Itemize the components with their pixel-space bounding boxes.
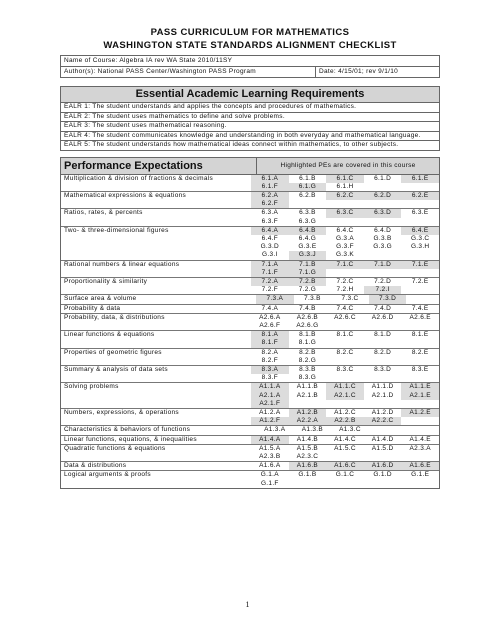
pe-code: A1.4.E <box>409 435 431 443</box>
pe-code: A1.6.E <box>401 462 439 470</box>
pe-row <box>61 278 439 295</box>
pe-code: 7.2.D <box>374 277 392 285</box>
pe-code: A2.2.A <box>289 417 327 425</box>
pe-code: 6.1.H <box>336 182 354 190</box>
pe-code: 6.1.D <box>374 174 392 182</box>
pe-row <box>61 209 439 226</box>
pe-row <box>61 227 439 261</box>
pe-code: 8.1.E <box>411 331 429 339</box>
pe-code: 8.2.B <box>299 348 316 356</box>
pe-code: A1.2.E <box>401 409 439 417</box>
pe-code: A2.1.F <box>251 400 289 408</box>
pe-row <box>61 305 439 314</box>
pe-code: A2.1.D <box>371 391 394 399</box>
pe-code: G.1.C <box>335 471 355 479</box>
pe-codes <box>251 175 439 191</box>
pe-code: 8.3.F <box>261 374 278 382</box>
pe-code: 8.2.E <box>411 348 429 356</box>
pe-header <box>60 157 440 175</box>
pe-code: 8.1.A <box>251 331 289 339</box>
pe-code: 7.4.A <box>261 304 279 312</box>
pe-code: A1.4.C <box>334 435 356 443</box>
pe-code: A2.1.C <box>326 392 364 400</box>
ealr-item: EALR 4: The student communicates knowledge and understanding in both everyday and mathematical language. <box>60 132 440 142</box>
pe-codes <box>251 261 439 277</box>
pe-label: Proportionality & similarity <box>64 277 148 285</box>
pe-code: G.3.C <box>410 234 430 242</box>
pe-codes <box>251 192 439 208</box>
pe-label: Solving problems <box>64 383 119 391</box>
pe-code: 8.2.F <box>261 356 278 364</box>
pe-code: 6.1.E <box>401 175 439 183</box>
pe-code: A1.6.B <box>289 462 327 470</box>
pe-row <box>61 331 439 348</box>
pe-code: 6.4.A <box>251 227 289 235</box>
ealr-item: EALR 1: The student understands and applies the concepts and procedures of mathematics. <box>60 103 440 113</box>
pe-code: 6.3.C <box>326 209 364 217</box>
pe-code: A1.5.A <box>259 444 281 452</box>
pe-row <box>61 314 439 331</box>
pe-code: 8.1.B <box>299 331 316 339</box>
pe-code: A2.6.F <box>259 321 281 329</box>
pe-codes <box>251 227 439 260</box>
pe-code: G.3.B <box>373 234 392 242</box>
pe-code: A2.3.C <box>296 453 319 460</box>
pe-label: Probability & data <box>64 304 121 312</box>
document-title-line1: PASS CURRICULUM FOR MATHEMATICS <box>150 27 350 38</box>
pe-code: 7.1.F <box>251 269 289 277</box>
pe-label: Probability, data, & distributions <box>64 313 165 321</box>
pe-code: A1.1.B <box>296 383 319 391</box>
pe-code: 6.3.F <box>261 217 278 225</box>
pe-code: 6.4.G <box>298 234 317 242</box>
pe-code: A2.1.B <box>296 391 319 399</box>
pe-code: 6.4.F <box>261 234 278 242</box>
pe-label: Properties of geometric figures <box>64 348 162 356</box>
pe-codes <box>251 305 439 313</box>
pe-label: Logical arguments & proofs <box>64 471 151 479</box>
pe-code: A1.5.C <box>334 444 356 452</box>
pe-code: A2.6.A <box>259 313 281 321</box>
pe-code: 8.1.F <box>251 339 289 347</box>
pe-code: G.3.H <box>410 243 430 251</box>
pe-code: 6.1.F <box>251 183 289 191</box>
pe-code: G.3.J <box>289 251 327 259</box>
pe-code: 6.1.C <box>326 175 364 183</box>
pe-code: 8.3.E <box>411 365 429 373</box>
pe-code: 7.2.F <box>261 286 278 294</box>
pe-code: A1.1.A <box>251 383 289 391</box>
pe-code: A2.6.E <box>409 313 431 321</box>
pe-label: Mathematical expressions & equations <box>64 191 187 199</box>
pe-code: A1.6.D <box>364 462 402 470</box>
pe-code: 7.2.E <box>411 277 429 285</box>
pe-label: Summary & analysis of data sets <box>64 365 168 373</box>
pe-code: A2.1.A <box>251 392 289 400</box>
pe-code: 7.4.D <box>374 304 392 312</box>
pe-code: 8.2.C <box>336 348 354 356</box>
ealr-item: EALR 2: The student uses mathematics to define and solve problems. <box>60 113 440 123</box>
course-name: Name of Course: Algebra IA rev WA State 2010/11SY <box>60 55 440 67</box>
pe-code: A1.6.C <box>326 462 364 470</box>
pe-code: A2.2.C <box>364 417 402 425</box>
pe-code: 7.2.C <box>336 277 354 285</box>
pe-code: 7.2.A <box>251 278 289 286</box>
pe-code: A1.5.D <box>371 444 394 452</box>
pe-codes <box>256 426 439 434</box>
pe-subheading: Highlighted PEs are covered in this course <box>280 161 416 169</box>
pe-code: G.1.B <box>298 471 317 479</box>
pe-row <box>61 192 439 209</box>
pe-code: 7.1.A <box>251 261 289 269</box>
pe-code: A2.3.B <box>259 453 281 460</box>
pe-code: 7.3.A <box>256 295 294 303</box>
pe-code: 7.2.H <box>336 286 354 294</box>
pe-row <box>61 175 439 192</box>
pe-code: 7.2.B <box>289 278 327 286</box>
pe-row <box>61 409 439 426</box>
pe-code: A2.6.D <box>371 313 394 321</box>
author-date-row <box>60 67 440 78</box>
pe-code: A2.1.E <box>401 392 439 400</box>
pe-code: 8.3.G <box>298 374 317 382</box>
pe-code: 6.1.G <box>289 183 327 191</box>
pe-code: 6.4.B <box>289 227 327 235</box>
pe-codes <box>251 436 439 444</box>
pe-code: 6.4.C <box>336 226 354 234</box>
authors: Author(s): National PASS Center/Washington PASS Program <box>61 67 316 77</box>
pe-code: 7.3.C <box>341 295 359 303</box>
ealr-item: EALR 3: The student uses mathematical reasoning. <box>60 122 440 132</box>
pe-row <box>61 295 439 304</box>
pe-code: A2.6.B <box>296 313 319 321</box>
pe-codes <box>256 295 439 303</box>
pe-code: 6.3.E <box>411 209 429 217</box>
pe-code: 6.2.D <box>364 192 402 200</box>
pe-codes <box>251 278 439 294</box>
pe-code: G.1.D <box>373 471 392 479</box>
pe-heading: Performance Expectations <box>61 158 257 174</box>
pe-code: A1.1.C <box>326 383 364 391</box>
pe-codes <box>251 366 439 382</box>
pe-codes <box>251 445 439 461</box>
pe-code: A2.3.A <box>409 444 431 452</box>
pe-code: 8.1.C <box>336 331 354 339</box>
pe-code: A1.2.F <box>251 417 289 425</box>
pe-code: 7.4.B <box>299 304 316 312</box>
pe-code: 6.3.D <box>364 209 402 217</box>
pe-label: Characteristics & behaviors of functions <box>64 426 191 434</box>
pe-row <box>61 436 439 445</box>
pe-code: 8.2.A <box>261 348 279 356</box>
pe-code: G.3.A <box>335 234 355 242</box>
pe-code: A1.2.B <box>289 409 327 417</box>
pe-code: 6.3.G <box>298 217 317 225</box>
pe-row <box>61 462 439 471</box>
pe-code: A1.4.A <box>251 436 289 444</box>
pe-code: 7.4.C <box>336 304 354 312</box>
pe-code: 8.2.D <box>374 348 392 356</box>
document-title-line2: WASHINGTON STATE STANDARDS ALIGNMENT CHECKLIST <box>103 40 397 51</box>
pe-codes <box>251 471 439 487</box>
pe-code: G.3.D <box>260 243 280 251</box>
pe-code: 8.3.A <box>251 366 289 374</box>
pe-code: 7.2.I <box>364 286 402 294</box>
pe-code: 7.3.D <box>369 295 407 303</box>
pe-row <box>61 261 439 278</box>
pe-code: 6.1.B <box>299 174 316 182</box>
pe-codes <box>251 314 439 330</box>
pe-label: Ratios, rates, & percents <box>64 209 143 217</box>
pe-label: Quadratic functions & equations <box>64 444 166 452</box>
pe-code: 8.3.D <box>374 365 392 373</box>
pe-label: Surface area & volume <box>64 295 137 303</box>
pe-code: G.1.F <box>260 479 279 487</box>
pe-code: 8.2.G <box>298 356 317 364</box>
pe-table <box>60 175 440 489</box>
pe-code: 6.2.C <box>326 192 364 200</box>
pe-code: 8.3.B <box>299 365 316 373</box>
pe-code: 7.4.E <box>411 304 429 312</box>
revision-date: Date: 4/15/01; rev 9/1/10 <box>319 68 399 75</box>
pe-code: 8.1.G <box>298 339 317 347</box>
pe-code: 7.1.E <box>401 261 439 269</box>
pe-code: G.1.E <box>411 471 430 479</box>
pe-row <box>61 366 439 383</box>
pe-codes <box>251 331 439 347</box>
ealr-list <box>60 103 440 151</box>
pe-row <box>61 349 439 366</box>
pe-code: A1.3.B <box>301 426 324 434</box>
pe-code: G.3.K <box>335 251 355 259</box>
pe-label: Data & distributions <box>64 462 127 470</box>
pe-codes <box>251 349 439 365</box>
pe-code: 6.4.D <box>374 226 392 234</box>
pe-code: A1.1.E <box>401 383 439 391</box>
pe-code: A1.2.D <box>371 408 394 416</box>
pe-code: 6.3.B <box>299 209 316 217</box>
pe-code: A2.6.G <box>296 321 319 329</box>
pe-code: A1.6.A <box>259 462 281 470</box>
pe-code: A1.2.A <box>259 408 281 416</box>
document-page <box>60 26 440 489</box>
pe-row <box>61 383 439 409</box>
pe-code: A1.4.B <box>296 435 319 443</box>
pe-codes <box>251 462 439 470</box>
pe-code: 6.3.A <box>261 209 279 217</box>
pe-codes <box>251 383 439 408</box>
pe-code: A1.5.B <box>296 444 319 452</box>
pe-code: G.1.A <box>260 471 279 479</box>
pe-code: A1.1.D <box>371 383 394 391</box>
pe-code: 6.2.A <box>251 192 289 200</box>
pe-codes <box>251 209 439 225</box>
pe-row <box>61 445 439 462</box>
pe-code: A2.6.C <box>334 313 356 321</box>
pe-code: 7.1.B <box>289 261 327 269</box>
pe-code: G.3.F <box>336 243 354 251</box>
pe-code: G.3.E <box>298 243 317 251</box>
pe-code: 6.1.A <box>251 175 289 183</box>
pe-code: 8.3.C <box>336 365 354 373</box>
ealr-heading: Essential Academic Learning Requirements <box>60 86 440 103</box>
pe-code: 7.1.C <box>326 261 364 269</box>
pe-row <box>61 426 439 435</box>
pe-code: 8.1.D <box>374 331 392 339</box>
ealr-item: EALR 5: The student understands how mathematical ideas connect within mathematics, to other subjects. <box>60 141 440 151</box>
pe-code: 7.3.B <box>304 295 321 303</box>
pe-code: 6.2.F <box>251 200 289 208</box>
pe-code: 7.1.D <box>364 261 402 269</box>
pe-code: A1.2.C <box>334 408 356 416</box>
pe-code: 6.4.E <box>401 227 439 235</box>
pe-code: A1.3.A <box>264 426 286 434</box>
pe-code: 7.2.G <box>298 286 317 294</box>
pe-row <box>61 471 439 487</box>
pe-code: A2.2.B <box>326 417 364 425</box>
page-number: 1 <box>245 600 250 609</box>
pe-label: Linear functions & equations <box>64 331 155 339</box>
pe-code: G.3.I <box>262 251 278 259</box>
pe-code: 6.2.B <box>299 191 316 199</box>
pe-code: A1.3.C <box>339 426 361 434</box>
pe-code: G.3.G <box>373 243 393 251</box>
pe-label: Rational numbers & linear equations <box>64 260 180 268</box>
pe-codes <box>251 409 439 425</box>
pe-label: Numbers, expressions, & operations <box>64 408 179 416</box>
pe-code: 7.1.G <box>289 269 327 277</box>
pe-label: Linear functions, equations, & inequalities <box>64 435 197 443</box>
pe-label: Two- & three-dimensional figures <box>64 226 169 234</box>
pe-code: A1.4.D <box>371 435 394 443</box>
pe-code: 6.2.E <box>401 192 439 200</box>
pe-label: Multiplication & division of fractions & decimals <box>64 174 214 182</box>
